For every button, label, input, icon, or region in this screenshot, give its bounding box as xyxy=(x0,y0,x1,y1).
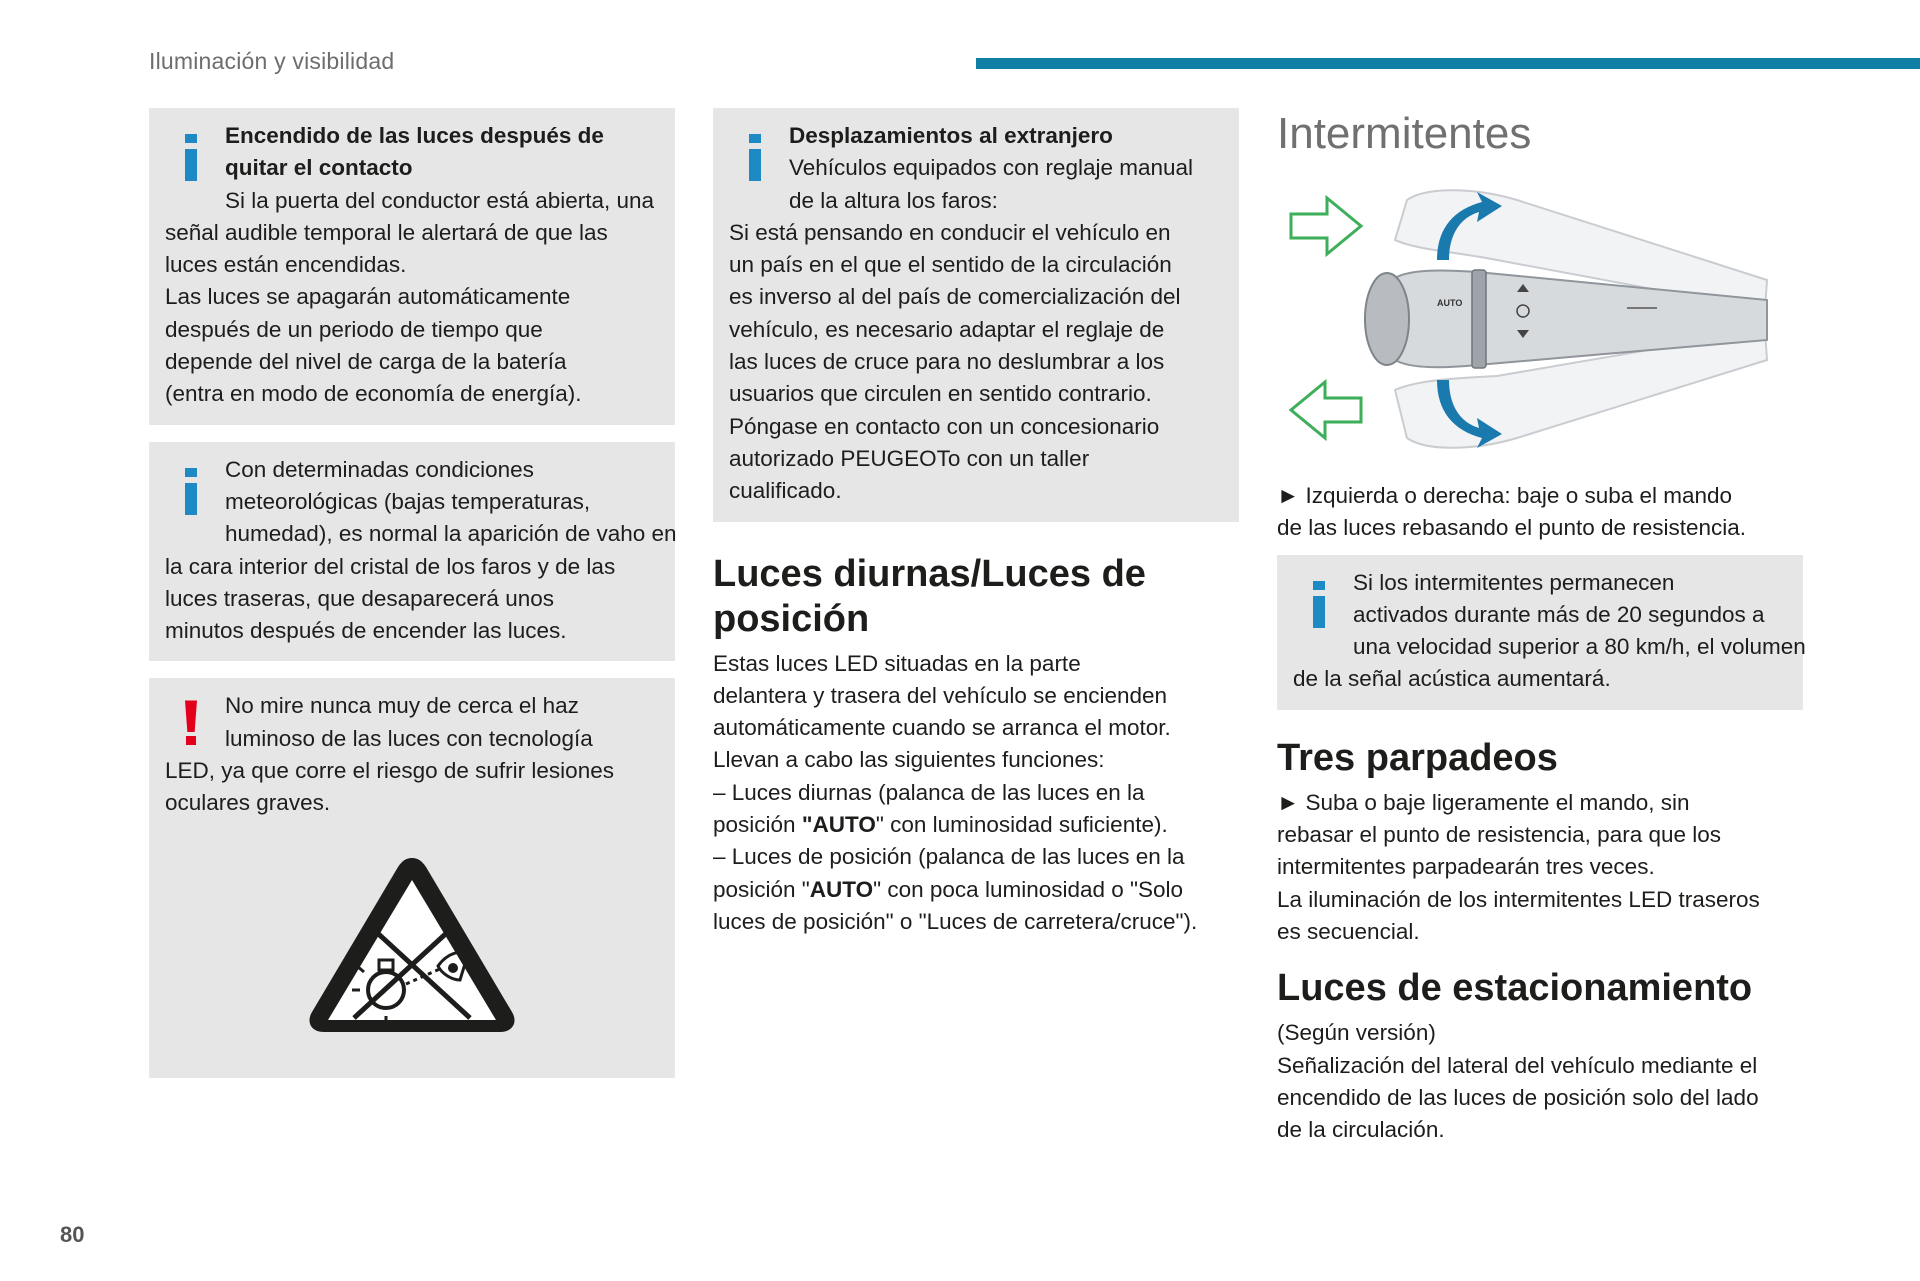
box-title: Encendido de las luces después de xyxy=(225,123,604,148)
heading-line: Luces diurnas/Luces de xyxy=(713,552,1146,595)
text-line: de las luces rebasando el punto de resistencia. xyxy=(1277,515,1747,541)
text-line: (Según versión) xyxy=(1277,1020,1436,1046)
box-text-line: un país en el que el sentido de la circulación xyxy=(729,252,1172,278)
header-accent-bar xyxy=(976,58,1920,69)
box-text-line: depende del nivel de carga de la batería xyxy=(165,349,567,375)
box-text-line: minutos después de encender las luces. xyxy=(165,618,567,644)
column-middle xyxy=(713,108,1239,938)
info-box-travel-abroad xyxy=(713,108,1239,522)
info-box-condensation xyxy=(149,442,675,662)
text-fragment: posición xyxy=(713,812,802,838)
info-icon xyxy=(179,462,205,520)
box-text-line: Si está pensando en conducir el vehículo en xyxy=(729,219,1171,245)
led-eye-warning-triangle-icon xyxy=(302,850,522,1040)
heading-line: posición xyxy=(713,597,870,640)
text-fragment: " con luminosidad suficiente). xyxy=(875,812,1168,838)
box-text-line: Si los intermitentes permanecen xyxy=(1353,569,1675,595)
box-text-line: No mire nunca muy de cerca el haz xyxy=(225,693,579,719)
intermitentes-instructions xyxy=(1277,480,1803,545)
text-line: Señalización del lateral del vehículo mediante el xyxy=(1277,1052,1758,1078)
info-box-indicator-volume xyxy=(1277,555,1806,710)
info-icon xyxy=(179,128,205,186)
text-line: ► Izquierda o derecha: baje o suba el mando xyxy=(1277,483,1733,508)
box-text-line: señal audible temporal le alertará de que las xyxy=(165,219,608,245)
tres-parpadeos-text xyxy=(1277,787,1803,948)
box-title: quitar el contacto xyxy=(225,155,413,181)
box-title: Desplazamientos al extranjero xyxy=(789,123,1113,148)
box-text-line: de la altura los faros: xyxy=(789,187,998,213)
box-text-line: oculares graves. xyxy=(165,790,331,816)
box-text-line: la cara interior del cristal de los faros y de las xyxy=(165,553,616,579)
box-text-line: meteorológicas (bajas temperaturas, xyxy=(225,488,591,514)
box-text-line: usuarios que circulen en sentido contrario. xyxy=(729,381,1152,407)
text-line: es secuencial. xyxy=(1277,918,1420,944)
box-text-line: Si la puerta del conductor está abierta, una xyxy=(225,187,655,213)
text-line: – Luces diurnas (palanca de las luces en la xyxy=(713,779,1145,805)
text-fragment: " con poca luminosidad o "Solo xyxy=(873,876,1184,902)
header-section-title: Iluminación y visibilidad xyxy=(149,48,395,74)
column-right xyxy=(1277,108,1806,1146)
text-line xyxy=(713,809,1239,841)
info-icon xyxy=(743,128,769,186)
text-line xyxy=(713,874,1239,906)
box-text-line: humedad), es normal la aparición de vaho en xyxy=(225,521,677,547)
text-line: luces de posición" o "Luces de carretera/cruce"). xyxy=(713,908,1198,934)
stalk-auto-label: AUTO xyxy=(1437,298,1463,308)
box-text-line: después de un periodo de tiempo que xyxy=(165,316,543,342)
text-line: intermitentes parpadearán tres veces. xyxy=(1277,854,1655,880)
section-heading-drl xyxy=(713,552,1239,642)
box-text-line: Las luces se apagarán automáticamente xyxy=(165,284,571,310)
text-line: automáticamente cuando se arranca el motor. xyxy=(713,715,1171,741)
box-text-line: una velocidad superior a 80 km/h, el volumen xyxy=(1353,634,1806,660)
text-line: Estas luces LED situadas en la parte xyxy=(713,650,1081,676)
text-fragment: posición " xyxy=(713,876,810,902)
box-text-line: Póngase en contacto con un concesionario xyxy=(729,413,1160,439)
auto-label-bold: "AUTO xyxy=(801,812,876,838)
box-text-line: Con determinadas condiciones xyxy=(225,456,534,482)
box-text-line: luces traseras, que desaparecerá unos xyxy=(165,585,554,611)
text-line: rebasar el punto de resistencia, para que los xyxy=(1277,822,1722,848)
text-line: – Luces de posición (palanca de las luces en la xyxy=(713,844,1185,870)
text-line: delantera y trasera del vehículo se encienden xyxy=(713,682,1168,708)
box-text-line: LED, ya que corre el riesgo de sufrir lesiones xyxy=(165,758,614,784)
auto-label-bold: AUTO xyxy=(809,876,874,902)
indicator-stalk-illustration xyxy=(1277,180,1777,460)
warning-box-led-eye-injury xyxy=(149,678,675,1078)
info-icon xyxy=(1307,575,1333,633)
estacionamiento-text xyxy=(1277,1017,1803,1146)
text-line: La iluminación de los intermitentes LED traseros xyxy=(1277,886,1760,912)
page-number: 80 xyxy=(60,1222,85,1247)
section-heading-tres-parpadeos: Tres parpadeos xyxy=(1277,736,1558,779)
box-text-line: Vehículos equipados con reglaje manual xyxy=(789,155,1194,181)
box-text-line: de la señal acústica aumentará. xyxy=(1293,666,1611,692)
text-line: ► Suba o baje ligeramente el mando, sin xyxy=(1277,789,1690,815)
info-box-lights-after-ignition xyxy=(149,108,675,425)
box-text-line: luces están encendidas. xyxy=(165,252,407,278)
box-text-line: cualificado. xyxy=(729,478,842,504)
section-heading-intermitentes: Intermitentes xyxy=(1277,109,1532,158)
box-text-line: luminoso de las luces con tecnología xyxy=(225,725,593,751)
text-line: Llevan a cabo las siguientes funciones: xyxy=(713,747,1105,773)
text-line: encendido de las luces de posición solo del lado xyxy=(1277,1084,1759,1110)
box-text-line: activados durante más de 20 segundos a xyxy=(1353,601,1765,627)
text-line: de la circulación. xyxy=(1277,1117,1445,1143)
box-text-line: vehículo, es necesario adaptar el reglaje de xyxy=(729,316,1165,342)
drl-description xyxy=(713,648,1239,939)
box-text-line: es inverso al del país de comercialización del xyxy=(729,284,1181,310)
column-left xyxy=(149,108,675,1078)
section-heading-estacionamiento: Luces de estacionamiento xyxy=(1277,967,1753,1010)
box-text-line: (entra en modo de economía de energía). xyxy=(165,381,582,407)
box-text-line: autorizado PEUGEOTo con un taller xyxy=(729,445,1090,471)
warning-exclamation-icon xyxy=(179,696,205,754)
box-text-line: las luces de cruce para no deslumbrar a los xyxy=(729,349,1165,375)
